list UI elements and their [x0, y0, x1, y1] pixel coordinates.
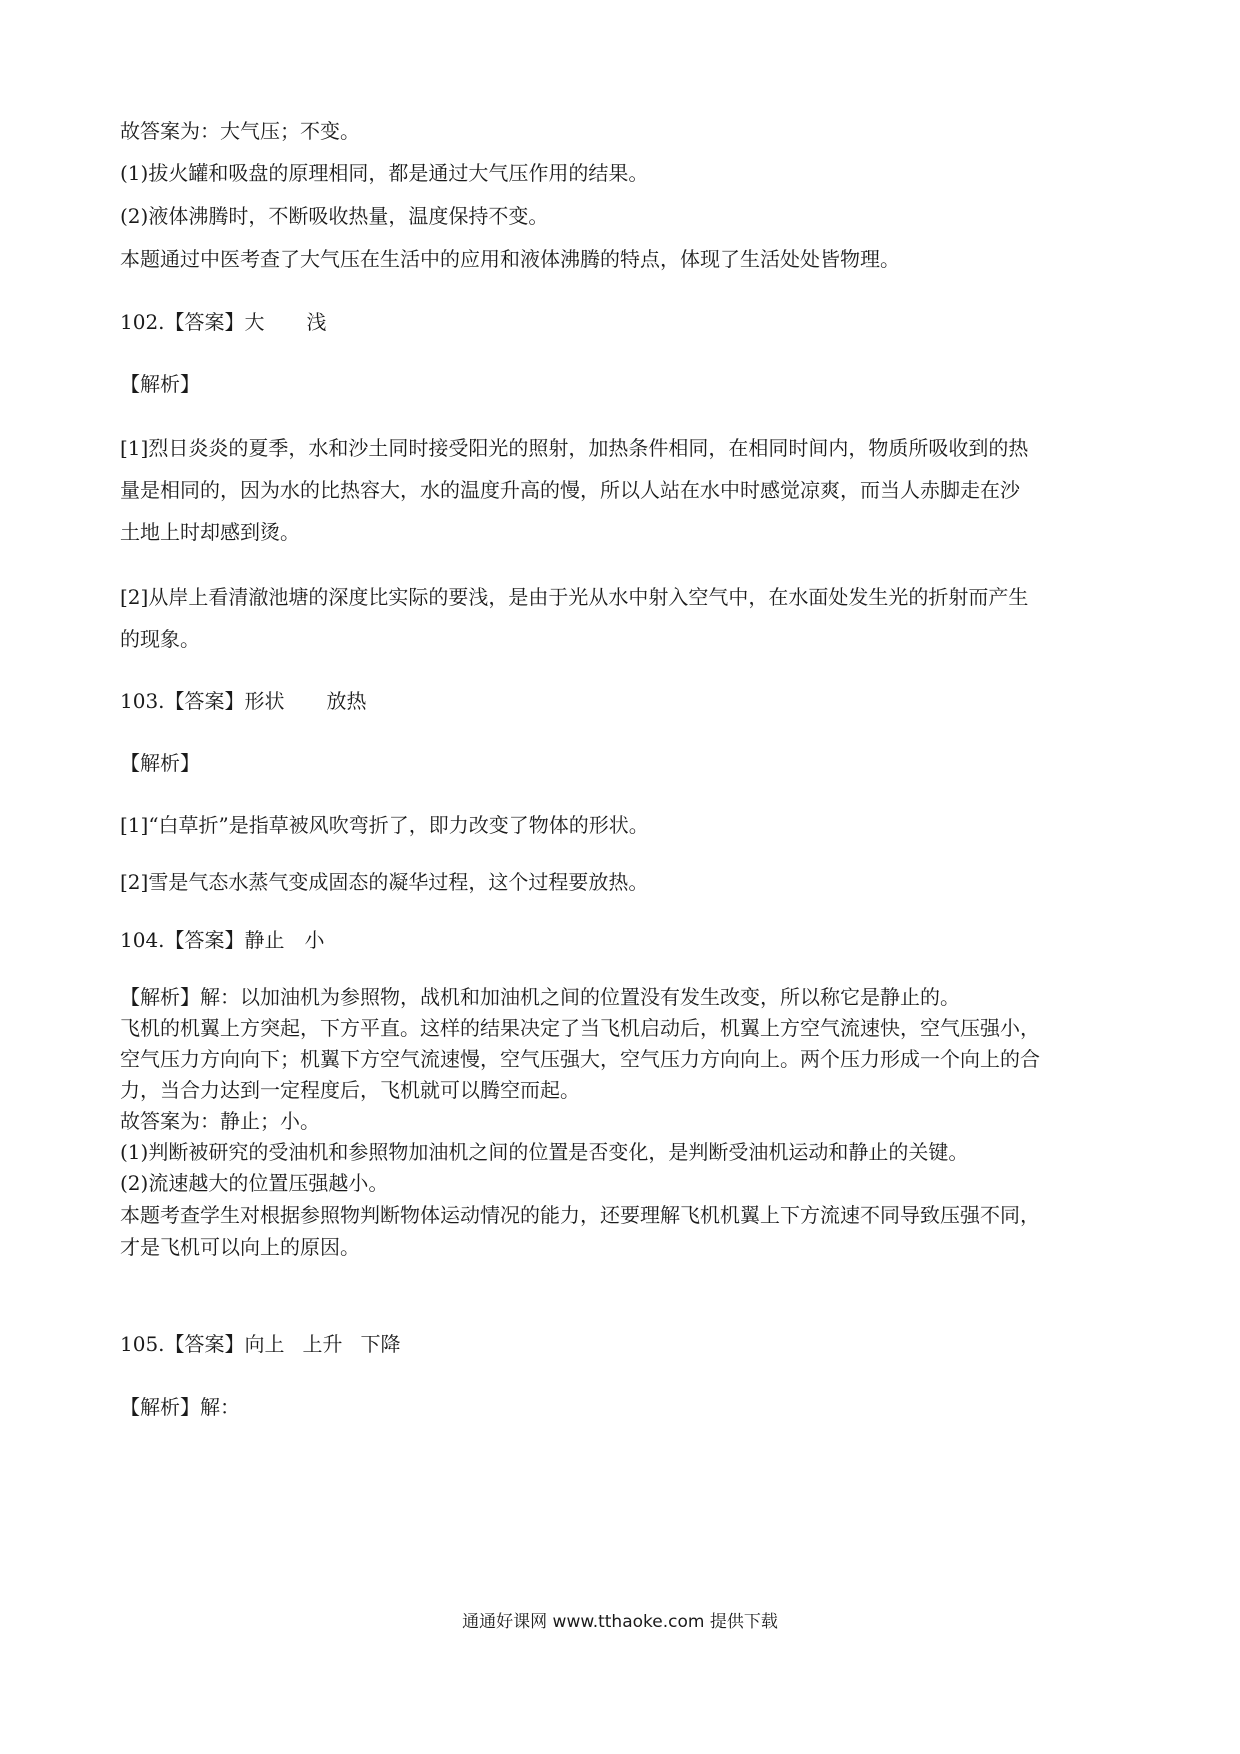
answer-105-first: 105.【答案】向上	[120, 1332, 285, 1356]
answer-105-third: 下降	[360, 1332, 401, 1356]
paragraph-line: 飞机的机翼上方突起，下方平直。这样的结果决定了当飞机启动后，机翼上方空气流速快，空气压强小，	[120, 1016, 1040, 1040]
paragraph-line: (1)判断被研究的受油机和参照物加油机之间的位置是否变化，是判断受油机运动和静止的关键。	[120, 1140, 969, 1164]
paragraph-line: 故答案为：静止；小。	[120, 1109, 320, 1133]
answer-102-first: 102.【答案】大	[120, 310, 265, 334]
paragraph-line: (2)流速越大的位置压强越小。	[120, 1171, 389, 1195]
analysis-point-1: (1)拔火罐和吸盘的原理相同，都是通过大气压作用的结果。	[120, 161, 649, 185]
question-103-answer	[120, 688, 1120, 714]
paragraph-line: 【解析】解：以加油机为参照物，战机和加油机之间的位置没有发生改变，所以称它是静止的。	[120, 985, 960, 1009]
answer-102-second: 浅	[306, 310, 327, 334]
paragraph-line: [1]“白草折”是指草被风吹弯折了，即力改变了物体的形状。	[120, 813, 649, 837]
paragraph-line: 本题考查学生对根据参照物判断物体运动情况的能力，还要理解飞机机翼上下方流速不同导致压强不同，	[120, 1203, 1040, 1227]
conclusion-line: 本题通过中医考查了大气压在生活中的应用和液体沸腾的特点，体现了生活处处皆物理。	[120, 247, 900, 271]
paragraph-line: 才是飞机可以向上的原因。	[120, 1235, 360, 1259]
question-102-answer	[120, 309, 1120, 335]
paragraph-line: 的现象。	[120, 627, 200, 651]
answer-103-second: 放热	[326, 689, 367, 713]
paragraph-line: 空气压力方向向下；机翼下方空气流速慢，空气压强大，空气压力方向向上。两个压力形成一个向上的合	[120, 1047, 1040, 1071]
answer-105-second: 上升	[302, 1332, 343, 1356]
answer-104-second: 小	[304, 928, 325, 952]
question-104-answer	[120, 927, 1120, 953]
paragraph-line: [1]烈日炎炎的夏季，水和沙土同时接受阳光的照射，加热条件相同，在相同时间内，物质所吸收到的热	[120, 436, 1029, 460]
answer-103-first: 103.【答案】形状	[120, 689, 285, 713]
analysis-heading: 【解析】	[120, 751, 200, 775]
analysis-point-2: (2)液体沸腾时，不断吸收热量，温度保持不变。	[120, 204, 549, 228]
analysis-heading: 【解析】解：	[120, 1395, 240, 1419]
paragraph-line: 土地上时却感到烫。	[120, 520, 300, 544]
paragraph-line: 力，当合力达到一定程度后，飞机就可以腾空而起。	[120, 1078, 580, 1102]
paragraph-line: [2]从岸上看清澈池塘的深度比实际的要浅，是由于光从水中射入空气中，在水面处发生光的折射而产生	[120, 585, 1029, 609]
answer-104-first: 104.【答案】静止	[120, 928, 285, 952]
paragraph-line: [2]雪是气态水蒸气变成固态的凝华过程，这个过程要放热。	[120, 870, 649, 894]
answer-summary-line: 故答案为：大气压；不变。	[120, 119, 360, 143]
page-footer: 通通好课网 www.tthaoke.com 提供下载	[462, 1612, 778, 1632]
analysis-heading: 【解析】	[120, 372, 200, 396]
paragraph-line: 量是相同的，因为水的比热容大，水的温度升高的慢，所以人站在水中时感觉凉爽，而当人赤脚走在沙	[120, 478, 1020, 502]
question-105-answer	[120, 1331, 1120, 1357]
